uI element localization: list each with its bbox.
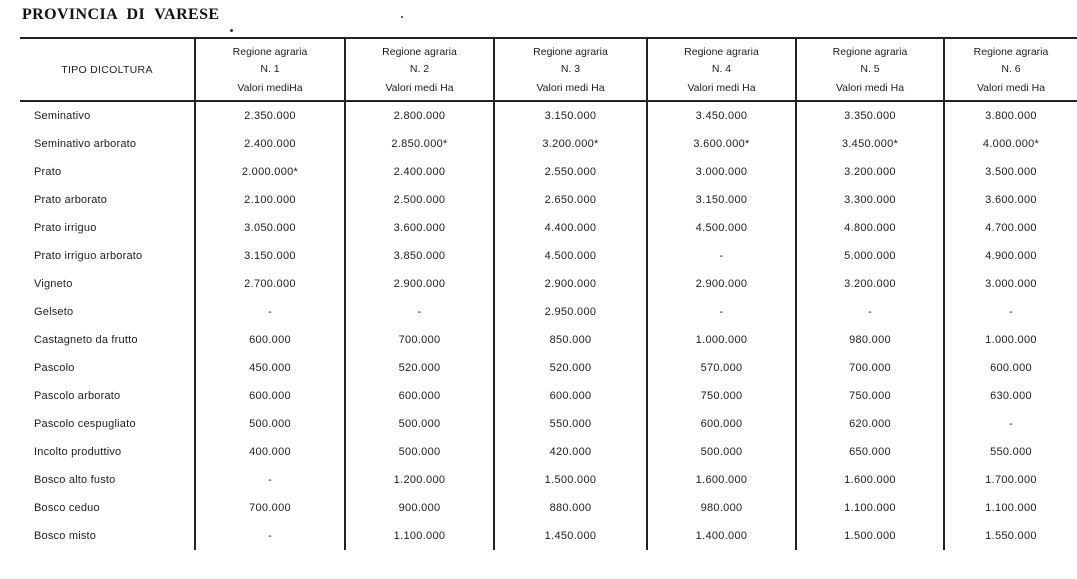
- table-row: [20, 494, 1077, 522]
- scan-artifact-dot: [230, 29, 233, 32]
- value-cell: 550.000: [494, 410, 647, 438]
- column-header-region-number: N. 1: [260, 63, 280, 76]
- value-cell: 500.000: [345, 410, 494, 438]
- value-cell: 4.500.000: [494, 242, 647, 270]
- value-cell: 980.000: [647, 494, 796, 522]
- value-cell: 2.700.000: [195, 270, 345, 298]
- value-cell: 450.000: [195, 354, 345, 382]
- value-cell: -: [796, 298, 944, 326]
- column-header-region-label: Regione agraria: [973, 45, 1049, 58]
- value-cell: 2.400.000: [195, 130, 345, 158]
- row-label: Seminativo arborato: [34, 138, 137, 150]
- value-cell: 3.600.000*: [647, 130, 796, 158]
- table-row: [20, 158, 1077, 186]
- value-cell: 2.900.000: [494, 270, 647, 298]
- value-cell: 4.800.000: [796, 214, 944, 242]
- column-header-regione-3: [494, 38, 647, 101]
- column-header-regione-4: [647, 38, 796, 101]
- page-title: PROVINCIA DI VARESE: [22, 6, 220, 23]
- column-header-region-label: Regione agraria: [382, 45, 457, 58]
- column-header-valori-label: Valori mediHa: [237, 81, 303, 94]
- value-cell: 3.200.000*: [494, 130, 647, 158]
- value-cell: 2.100.000: [195, 186, 345, 214]
- value-cell: 4.000.000*: [944, 130, 1077, 158]
- scan-artifact-dot: [401, 16, 403, 18]
- value-cell: 3.050.000: [195, 214, 345, 242]
- value-cell: 3.500.000: [944, 158, 1077, 186]
- value-cell: 2.800.000: [345, 101, 494, 130]
- column-header-regione-6: [944, 38, 1077, 101]
- value-cell: 1.500.000: [494, 466, 647, 494]
- value-cell: 2.000.000*: [195, 158, 345, 186]
- column-header-valori-label: Valori medi Ha: [385, 81, 454, 94]
- column-header-regione-5: [796, 38, 944, 101]
- value-cell: -: [195, 298, 345, 326]
- value-cell: 1.100.000: [345, 522, 494, 550]
- value-cell: -: [195, 466, 345, 494]
- value-cell: 3.600.000: [944, 186, 1077, 214]
- value-cell: 650.000: [796, 438, 944, 466]
- value-cell: 500.000: [195, 410, 345, 438]
- value-cell: 700.000: [796, 354, 944, 382]
- table-row: [20, 214, 1077, 242]
- row-label: Gelseto: [34, 306, 74, 318]
- value-cell: -: [647, 242, 796, 270]
- value-cell: 500.000: [647, 438, 796, 466]
- value-cell: 3.450.000: [647, 101, 796, 130]
- value-cell: 750.000: [796, 382, 944, 410]
- value-cell: 520.000: [494, 354, 647, 382]
- row-label: Incolto produttivo: [34, 446, 122, 458]
- value-cell: 3.600.000: [345, 214, 494, 242]
- row-label: Bosco alto fusto: [34, 474, 116, 486]
- value-cell: 4.500.000: [647, 214, 796, 242]
- value-cell: 850.000: [494, 326, 647, 354]
- table-row: [20, 522, 1077, 550]
- column-header-valori-label: Valori medi Ha: [536, 81, 605, 94]
- value-cell: 3.450.000*: [796, 130, 944, 158]
- table-row: [20, 438, 1077, 466]
- value-cell: 3.850.000: [345, 242, 494, 270]
- value-cell: 2.900.000: [647, 270, 796, 298]
- column-header-valori-label: Valori medi Ha: [687, 81, 756, 94]
- value-cell: 1.000.000: [944, 326, 1077, 354]
- value-cell: 880.000: [494, 494, 647, 522]
- value-cell: 3.300.000: [796, 186, 944, 214]
- value-cell: 600.000: [494, 382, 647, 410]
- table-row: [20, 298, 1077, 326]
- value-cell: 1.700.000: [944, 466, 1077, 494]
- value-cell: 980.000: [796, 326, 944, 354]
- column-header-region-label: Regione agraria: [832, 45, 908, 58]
- column-header-valori-label: Valori medi Ha: [976, 81, 1046, 94]
- column-header-region-label: Regione agraria: [533, 45, 608, 58]
- value-cell: 1.600.000: [647, 466, 796, 494]
- table-row: [20, 101, 1077, 130]
- value-cell: 2.850.000*: [345, 130, 494, 158]
- value-cell: 600.000: [647, 410, 796, 438]
- column-header-region-number: N. 3: [560, 63, 581, 76]
- value-cell: 600.000: [944, 354, 1077, 382]
- table-row: [20, 382, 1077, 410]
- table-row: [20, 130, 1077, 158]
- value-cell: -: [944, 410, 1077, 438]
- table-row: [20, 242, 1077, 270]
- row-label: Prato: [34, 166, 62, 178]
- column-header-valori-label: Valori medi Ha: [835, 81, 905, 94]
- table-row: [20, 270, 1077, 298]
- row-label: Pascolo arborato: [34, 390, 121, 402]
- value-cell: 570.000: [647, 354, 796, 382]
- value-cell: 500.000: [345, 438, 494, 466]
- value-cell: 3.150.000: [195, 242, 345, 270]
- value-cell: -: [944, 298, 1077, 326]
- value-cell: 3.200.000: [796, 270, 944, 298]
- row-label: Bosco misto: [34, 530, 97, 542]
- table-row: [20, 354, 1077, 382]
- table-row: [20, 326, 1077, 354]
- value-cell: 520.000: [345, 354, 494, 382]
- column-header-tipo-dicoltura: TIPO DICOLTURA: [20, 38, 195, 101]
- value-cell: 1.550.000: [944, 522, 1077, 550]
- column-header-region-label: Regione agraria: [232, 45, 308, 58]
- value-cell: 630.000: [944, 382, 1077, 410]
- value-cell: 1.450.000: [494, 522, 647, 550]
- table-header-row: [20, 38, 1077, 101]
- value-cell: 700.000: [345, 326, 494, 354]
- value-cell: 1.100.000: [796, 494, 944, 522]
- column-header-region-number: N. 2: [409, 63, 430, 76]
- table-row: [20, 410, 1077, 438]
- value-cell: 3.800.000: [944, 101, 1077, 130]
- value-cell: 1.000.000: [647, 326, 796, 354]
- value-cell: 1.500.000: [796, 522, 944, 550]
- value-cell: 550.000: [944, 438, 1077, 466]
- table-row: [20, 186, 1077, 214]
- row-label: Vigneto: [34, 278, 73, 290]
- column-header-region-number: N. 4: [711, 63, 732, 76]
- column-header-region-number: N. 6: [1001, 63, 1021, 76]
- value-cell: 1.600.000: [796, 466, 944, 494]
- value-cell: 2.550.000: [494, 158, 647, 186]
- value-cell: -: [345, 298, 494, 326]
- value-cell: 3.000.000: [944, 270, 1077, 298]
- column-header-region-label: Regione agraria: [684, 45, 759, 58]
- row-label: Pascolo: [34, 362, 75, 374]
- value-cell: 900.000: [345, 494, 494, 522]
- value-cell: 2.400.000: [345, 158, 494, 186]
- row-label: Castagneto da frutto: [34, 334, 138, 346]
- value-cell: 1.200.000: [345, 466, 494, 494]
- column-header-regione-1: [195, 38, 345, 101]
- value-cell: -: [195, 522, 345, 550]
- value-cell: 1.400.000: [647, 522, 796, 550]
- row-label: Prato irriguo: [34, 222, 97, 234]
- value-cell: -: [647, 298, 796, 326]
- value-cell: 5.000.000: [796, 242, 944, 270]
- value-cell: 2.500.000: [345, 186, 494, 214]
- table-row: [20, 466, 1077, 494]
- value-cell: 620.000: [796, 410, 944, 438]
- row-label: Pascolo cespugliato: [34, 418, 136, 430]
- value-cell: 700.000: [195, 494, 345, 522]
- row-label: Bosco ceduo: [34, 502, 100, 514]
- value-cell: 3.150.000: [494, 101, 647, 130]
- value-cell: 1.100.000: [944, 494, 1077, 522]
- value-cell: 600.000: [345, 382, 494, 410]
- table-body: [20, 101, 1077, 550]
- value-cell: 3.000.000: [647, 158, 796, 186]
- value-cell: 400.000: [195, 438, 345, 466]
- value-cell: 2.950.000: [494, 298, 647, 326]
- column-header-region-number: N. 5: [860, 63, 880, 76]
- value-cell: 4.900.000: [944, 242, 1077, 270]
- value-cell: 4.700.000: [944, 214, 1077, 242]
- value-cell: 3.350.000: [796, 101, 944, 130]
- value-cell: 600.000: [195, 326, 345, 354]
- value-cell: 600.000: [195, 382, 345, 410]
- value-cell: 3.200.000: [796, 158, 944, 186]
- value-cell: 750.000: [647, 382, 796, 410]
- value-cell: 4.400.000: [494, 214, 647, 242]
- value-cell: 3.150.000: [647, 186, 796, 214]
- row-label: Prato irriguo arborato: [34, 250, 143, 262]
- row-label: Seminativo: [34, 110, 91, 122]
- row-label: Prato arborato: [34, 194, 108, 206]
- value-cell: 2.900.000: [345, 270, 494, 298]
- value-cell: 420.000: [494, 438, 647, 466]
- value-cell: 2.650.000: [494, 186, 647, 214]
- value-cell: 2.350.000: [195, 101, 345, 130]
- column-header-regione-2: [345, 38, 494, 101]
- valori-medi-table: [20, 37, 1077, 550]
